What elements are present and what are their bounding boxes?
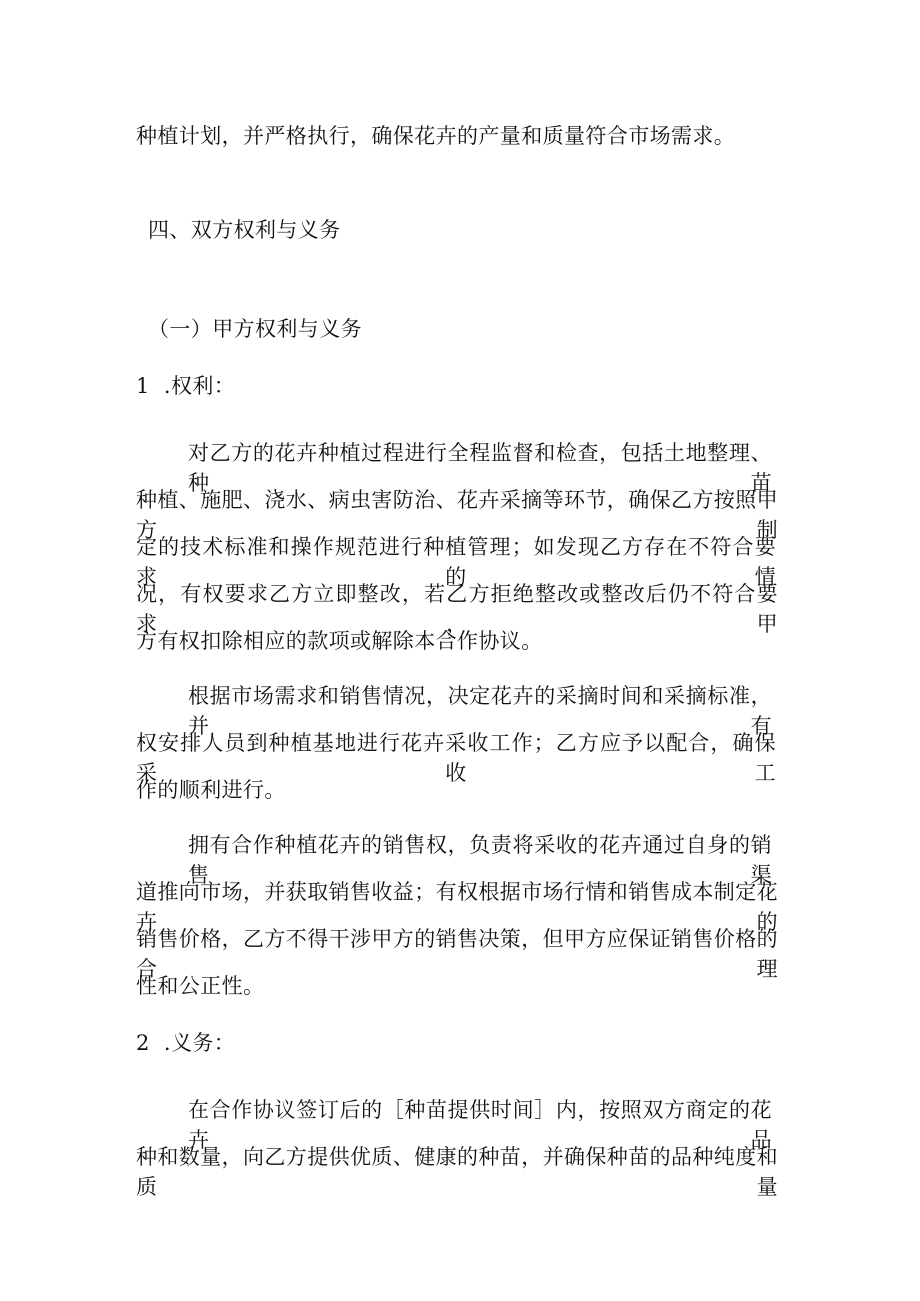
paragraph-line: 况，有权要求乙方立即整改，若乙方拒绝整改或整改后仍不符合要求，甲 <box>136 582 778 636</box>
paragraph-line: 定的技术标准和操作规范进行种植管理；如发现乙方存在不符合要求的情 <box>136 535 776 589</box>
paragraph-line: 道推向市场，并获取销售收益；有权根据市场行情和销售成本制定花卉的 <box>136 880 778 934</box>
paragraph-line: 方有权扣除相应的款项或解除本合作协议。 <box>136 629 543 653</box>
paragraph-line: 权安排人员到种植基地进行花卉采收工作；乙方应予以配合，确保采收工 <box>136 731 776 785</box>
paragraph-line: 根据市场需求和销售情况，决定花卉的采摘时间和采摘标准，并有 <box>188 684 772 738</box>
continuation-line: 种植计划，并严格执行，确保花卉的产量和质量符合市场需求。 <box>136 124 736 148</box>
subsection-heading: （一）甲方权利与义务 <box>148 317 362 341</box>
paragraph-line: 作的顺利进行。 <box>136 778 286 802</box>
paragraph-line: 对乙方的花卉种植过程进行全程监督和检查，包括土地整理、种苗 <box>188 441 772 495</box>
rights-label: 1 .权利： <box>136 374 236 398</box>
paragraph-line: 在合作协议签订后的［种苗提供时间］内，按照双方商定的花卉品 <box>188 1098 772 1152</box>
obligations-label: 2 .义务： <box>136 1031 236 1055</box>
paragraph-line: 性和公正性。 <box>136 974 265 998</box>
paragraph-line: 销售价格，乙方不得干涉甲方的销售决策，但甲方应保证销售价格的合理 <box>136 927 778 981</box>
paragraph-line: 种和数量，向乙方提供优质、健康的种苗，并确保种苗的品种纯度和质量 <box>136 1145 778 1199</box>
paragraph-line: 拥有合作种植花卉的销售权，负责将采收的花卉通过自身的销售渠 <box>188 833 772 887</box>
paragraph-line: 种植、施肥、浇水、病虫害防治、花卉采摘等环节，确保乙方按照甲方制 <box>136 488 778 542</box>
section-heading: 四、双方权利与义务 <box>148 218 341 242</box>
